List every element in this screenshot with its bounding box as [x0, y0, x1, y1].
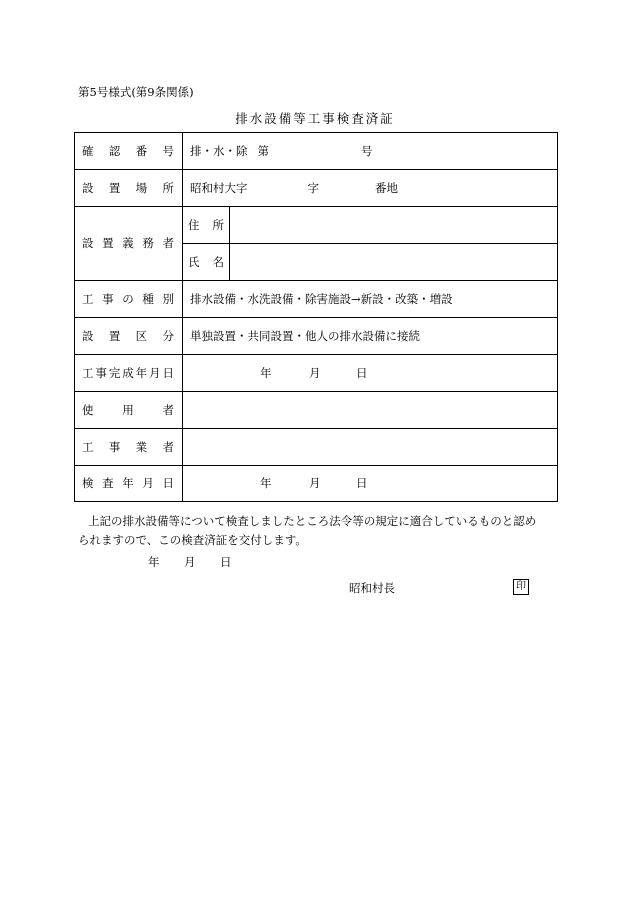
user-field[interactable] [184, 391, 556, 428]
label-char: 月 [142, 476, 154, 490]
label-char: 氏 [188, 254, 200, 269]
label-char: 別 [162, 291, 174, 306]
confirm-dai: 第 [257, 143, 269, 158]
label-char: 設 [82, 180, 94, 195]
label-address [188, 206, 224, 243]
label-char: 事 [102, 291, 114, 306]
label-contractor [74, 428, 182, 465]
completion-day: 日 [356, 365, 368, 380]
label-location [74, 169, 182, 206]
value-work-type: 排水設備・水洗設備・除害施設→新設・改築・増設 [190, 291, 453, 306]
label-char: 月 [149, 365, 161, 380]
completion-year: 年 [260, 365, 272, 380]
label-char: 者 [162, 402, 174, 417]
label-char: 区 [135, 328, 148, 343]
label-char: 年 [135, 365, 148, 380]
label-category [74, 317, 182, 354]
label-char: 務 [142, 236, 154, 250]
label-name [188, 243, 224, 280]
label-char: 完 [108, 365, 121, 380]
label-char: 者 [162, 439, 174, 454]
label-char: 年 [122, 476, 134, 490]
label-char: 日 [162, 365, 174, 380]
label-char: 設 [82, 328, 94, 343]
inspection-month: 月 [309, 476, 321, 490]
inspection-day: 日 [356, 476, 368, 490]
location-village: 昭和村大字 [190, 180, 248, 195]
inspection-year: 年 [260, 476, 272, 490]
label-confirm-number [74, 132, 182, 169]
completion-month: 月 [309, 365, 321, 380]
location-banchi: 番地 [375, 180, 398, 195]
label-obligor [74, 206, 182, 280]
label-char: 用 [122, 402, 134, 417]
label-char: 置 [108, 328, 121, 343]
location-aza: 字 [307, 180, 319, 195]
label-char: 事 [108, 439, 121, 454]
label-char: 確 [82, 143, 94, 158]
issuer-name: 昭和村長 [349, 581, 395, 595]
label-char: 事 [95, 365, 107, 380]
label-char: 号 [162, 143, 174, 158]
label-char: 工 [82, 365, 94, 380]
column-divider [182, 132, 183, 502]
label-completion-date [74, 354, 182, 391]
address-field[interactable] [230, 206, 556, 243]
certificate-table [74, 132, 558, 502]
label-char: 種 [142, 291, 154, 306]
label-char: 認 [108, 143, 121, 158]
label-char: 使 [82, 402, 94, 417]
confirm-go: 号 [361, 143, 373, 158]
issue-month: 月 [184, 555, 196, 569]
label-inspection-date [74, 465, 182, 501]
label-char: 成 [122, 365, 134, 380]
label-char: 分 [162, 328, 174, 343]
issue-year: 年 [148, 555, 160, 569]
label-char: 住 [188, 217, 200, 232]
label-char: 工 [82, 439, 94, 454]
label-char: 義 [122, 236, 134, 250]
label-char: 者 [162, 236, 174, 250]
label-char: 検 [82, 476, 94, 490]
document-title: 排水設備等工事検査済証 [235, 111, 395, 126]
table-border-right [557, 132, 558, 502]
table-border-bottom [74, 501, 558, 502]
label-char: 所 [212, 217, 224, 232]
label-char: 置 [102, 236, 114, 250]
label-char: 名 [212, 254, 224, 269]
label-char: 設 [82, 236, 94, 250]
value-location [190, 169, 550, 206]
statement-line-2: られますので、この検査済証を交付します。 [78, 533, 307, 547]
value-confirm-number [190, 132, 550, 169]
seal-mark: 印 [513, 579, 529, 595]
label-char: 日 [162, 476, 174, 490]
label-char: 所 [162, 180, 174, 195]
statement-line-1: 上記の排水設備等について検査しましたところ法令等の規定に適合しているものと認め [88, 514, 537, 528]
certification-statement [78, 512, 558, 550]
label-char: 場 [135, 180, 148, 195]
label-char: 工 [82, 291, 94, 306]
label-char: 業 [135, 439, 148, 454]
label-char: 番 [135, 143, 148, 158]
label-user [74, 391, 182, 428]
label-char: の [122, 291, 134, 306]
name-field[interactable] [230, 243, 556, 280]
contractor-field[interactable] [184, 428, 556, 465]
label-char: 査 [102, 476, 114, 490]
label-work-type [74, 280, 182, 317]
form-number: 第5号様式(第9条関係) [78, 85, 194, 99]
value-category: 単独設置・共同設置・他人の排水設備に接続 [190, 328, 420, 343]
label-char: 置 [108, 180, 121, 195]
issue-day: 日 [220, 555, 232, 569]
confirm-prefix: 排・水・除 [190, 143, 248, 158]
